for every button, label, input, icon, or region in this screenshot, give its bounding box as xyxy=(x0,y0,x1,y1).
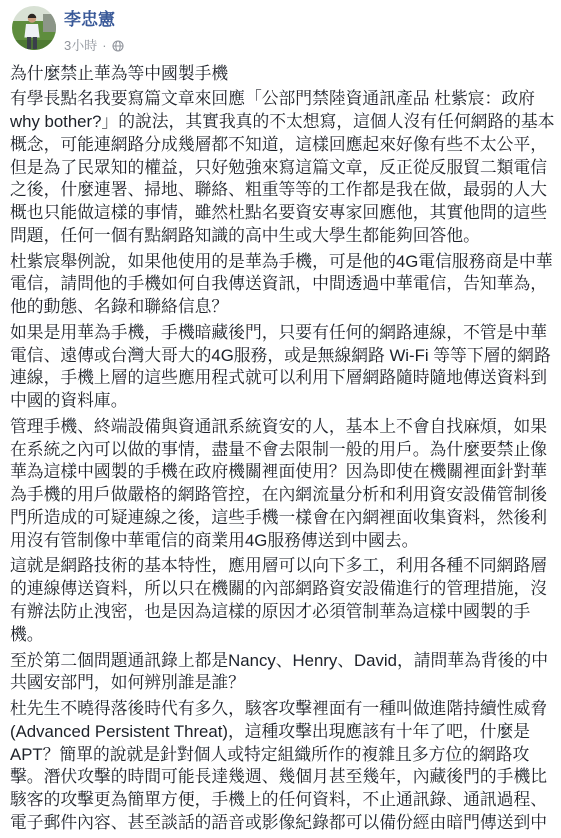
post-paragraph: 至於第二個問題通訊錄上都是Nancy、Henry、David，請問華為背後的中共國安部門，如何辨別誰是誰？ xyxy=(10,650,548,693)
globe-icon xyxy=(112,40,124,52)
photo-person-leg-right xyxy=(33,37,37,49)
post-paragraph: 杜紫宸舉例說，如果他使用的是華為手機，可是他的4G電信服務商是中華電信，請問他的手機如何自我傳送資訊，中間透過中華電信，告知華為，他的動態、名錄和聯絡信息？ xyxy=(10,251,553,317)
profile-photo-icon xyxy=(12,6,56,50)
post-meta xyxy=(64,37,124,55)
author-avatar[interactable] xyxy=(12,6,56,50)
post-paragraph: 如果是用華為手機，手機暗藏後門，只要有任何的網路連線，不管是中華電信、遠傳或台灣大哥大的4G服務，或是無線網路 Wi-Fi 等等下層的網路連線，手機上層的這些應用程式就可以利用下層網路隨時隨地傳送資料到中國的資料庫。 xyxy=(10,322,551,411)
photo-wall xyxy=(43,14,56,32)
post-title: 為什麼禁止華為等中國製手機 xyxy=(10,63,229,83)
meta-separator: · xyxy=(102,38,107,53)
post-body xyxy=(10,63,559,836)
author-name-link[interactable]: 李忠憲 xyxy=(64,10,115,29)
post-timestamp-link[interactable]: 3小時 xyxy=(64,38,98,53)
post-header xyxy=(0,0,561,58)
post-paragraph: 管理手機、終端設備與資通訊系統資安的人，基本上不會自找麻煩，如果在系統之內可以做的事情，盡量不會去限制一般的用戶。為什麼要禁止像華為這樣中國製的手機在政府機關裡面使用？因為即使在機關裡面針對華為手機的用戶做嚴格的網路管控，在內網流量分析和利用資安設備管制後門所造成的可疑連線之後，這些手機一樣會在內網裡面收集資料，然後利用沒有管制像中華電信的商業用4G服務傳送到中國去。 xyxy=(10,416,548,551)
post-paragraph: 這就是網路技術的基本特性，應用層可以向下多工，利用各種不同網路層的連線傳送資料，所以只在機關的內部網路資安設備進行的管理措施，沒有辦法防止洩密，也是因為這樣的原因才必須管制華為這樣中國製的手機。 xyxy=(10,556,548,645)
photo-person-leg-left xyxy=(27,37,31,49)
photo-person-shirt xyxy=(24,24,39,38)
post-paragraph: 杜先生不曉得落後時代有多久，駭客攻擊裡面有一種叫做進階持續性威脅(Advanced Persistent Threat)，這種攻擊出現應該有十年了吧，什麼是APT？簡單的說就是針對個人或特定組織所作的複雜且多方位的網路攻擊。潛伏攻擊的時間可能長達幾週、幾個月甚至幾年，內藏後門的手機比駭客的攻擊更為簡單方便，手機上的任何資料，不止通訊錄、通訊過程、電子郵件內容、甚至談話的語音或影像紀錄都可以備份經由暗門傳送到中 xyxy=(10,698,548,833)
post-paragraph: 有學長點名我要寫篇文章來回應「公部門禁陸資通訊產品 杜紫宸：政府 why bother?」的說法，其實我真的不太想寫，這個人沒有任何網路的基本概念，可能連網路分成幾層都不知道，這樣回應起來好像有些不太公平，但是為了民眾知的權益，只好勉強來寫這篇文章，反正從反服貿二類電信之後，什麼連署、掃地、聯絡、粗重等等的工作都是我在做，最弱的人大概也只能做這樣的事情，雖然杜點名要資安專家回應他，其實他問的這些問題，任何一個有點網路知識的高中生或大學生都能夠回答他。 xyxy=(10,88,555,246)
